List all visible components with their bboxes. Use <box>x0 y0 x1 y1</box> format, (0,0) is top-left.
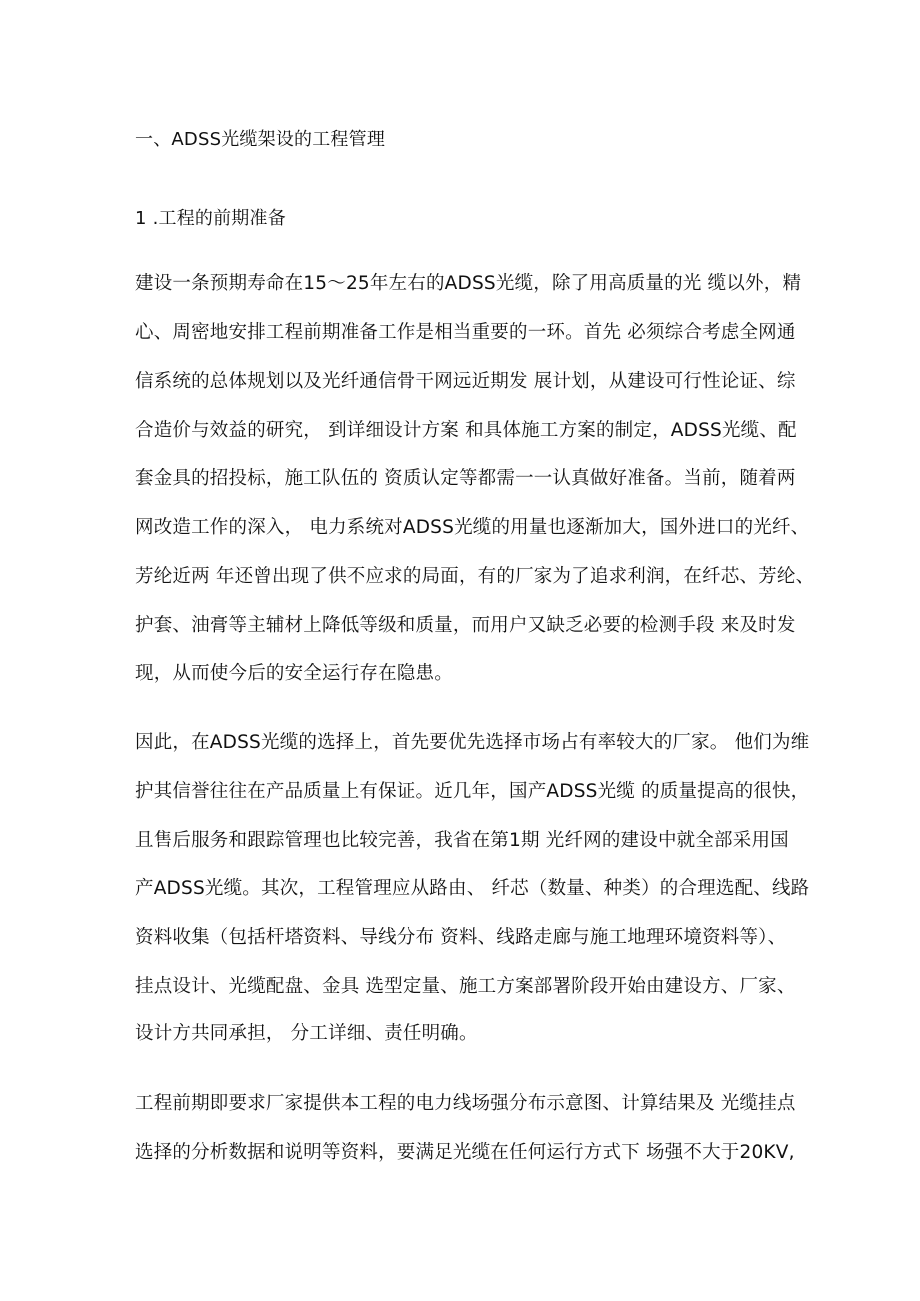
paragraph-line: 现，从而使今后的安全运行存在隐患。 <box>135 663 453 684</box>
section-heading: 一、ADSS光缆架设的工程管理 <box>135 129 386 150</box>
paragraph-line: 且售后服务和跟踪管理也比较完善，我省在第1期 光纤网的建设中就全部采用国 <box>135 830 789 851</box>
paragraph-line: 建设一条预期寿命在15～25年左右的ADSS光缆，除了用高质量的光 缆以外，精 <box>135 273 802 294</box>
paragraph-line: 产ADSS光缆。其次，工程管理应从路由、 纤芯（数量、种类）的合理选配、线路 <box>135 878 810 899</box>
paragraph-line: 因此，在ADSS光缆的选择上，首先要优先选择市场占有率较大的厂家。 他们为维 <box>135 732 810 753</box>
paragraph-line: 心、周密地安排工程前期准备工作是相当重要的一环。首先 必须综合考虑全网通 <box>135 322 796 343</box>
paragraph-line: 工程前期即要求厂家提供本工程的电力线场强分布示意图、计算结果及 光缆挂点 <box>135 1093 796 1114</box>
paragraph-line: 护套、油膏等主辅材上降低等级和质量，而用户又缺乏必要的检测手段 来及时发 <box>135 615 796 636</box>
paragraph-line: 资料收集（包括杆塔资料、导线分布 资料、线路走廊与施工地理环境资料等）、 <box>135 927 787 948</box>
paragraph-line: 套金具的招投标，施工队伍的 资质认定等都需一一认真做好准备。当前，随着两 <box>135 468 796 489</box>
paragraph-line: 设计方共同承担， 分工详细、责任明确。 <box>135 1023 478 1044</box>
subsection-heading: 1 .工程的前期准备 <box>135 208 286 229</box>
paragraph-line: 护其信誉往往在产品质量上有保证。近几年，国产ADSS光缆 的质量提高的很快， <box>135 781 810 802</box>
paragraph-line: 挂点设计、光缆配盘、金具 选型定量、施工方案部署阶段开始由建设方、厂家、 <box>135 976 796 997</box>
paragraph-line: 网改造工作的深入， 电力系统对ADSS光缆的用量也逐渐加大，国外进口的光纤、 <box>135 517 810 538</box>
paragraph-line: 合造价与效益的研究， 到详细设计方案 和具体施工方案的制定，ADSS光缆、配 <box>135 420 797 441</box>
paragraph-line: 信系统的总体规划以及光纤通信骨干网远近期发 展计划，从建设可行性论证、综 <box>135 371 796 392</box>
paragraph-line: 选择的分析数据和说明等资料，要满足光缆在任何运行方式下 场强不大于20KV, <box>135 1142 795 1163</box>
paragraph-line: 芳纶近两 年还曾出现了供不应求的局面，有的厂家为了追求利润，在纤芯、芳纶、 <box>135 566 815 587</box>
